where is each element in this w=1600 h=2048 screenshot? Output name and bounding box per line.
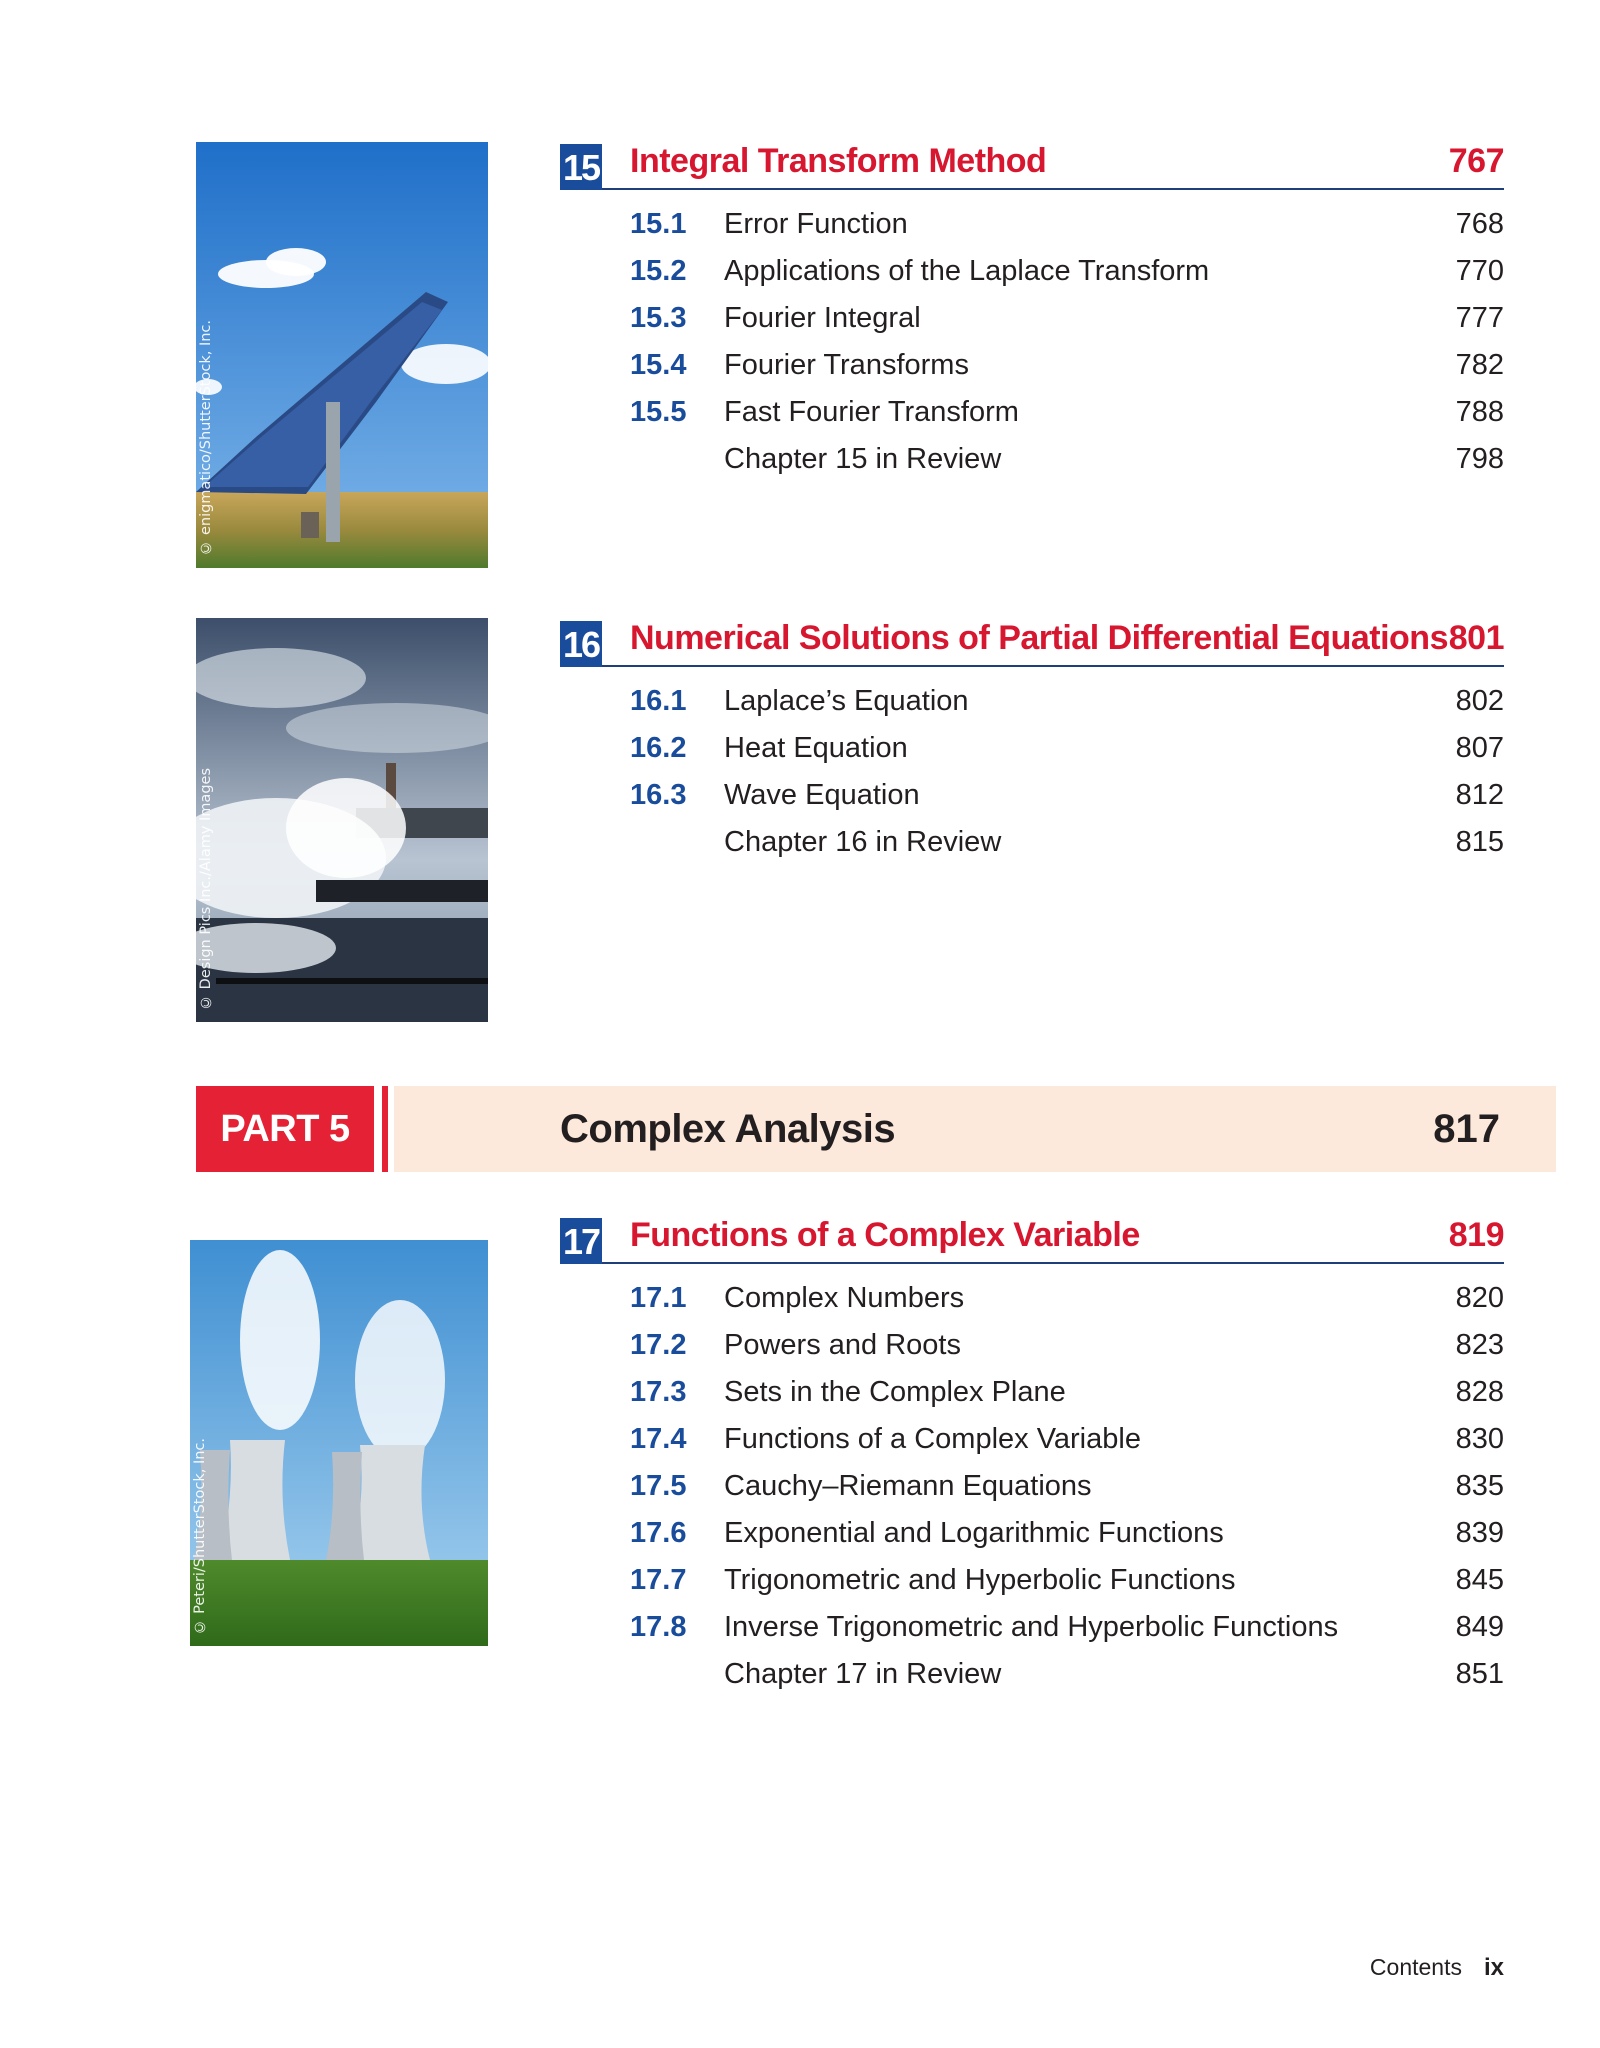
section-number: 16.3 (630, 779, 687, 811)
toc-row[interactable] (560, 251, 1504, 298)
section-title[interactable]: Powers and Roots (724, 1329, 961, 1361)
section-title[interactable]: Fourier Integral (724, 302, 921, 334)
section-number: 17.3 (630, 1376, 687, 1408)
solar-panel-photo (196, 142, 488, 568)
section-title[interactable]: Functions of a Complex Variable (724, 1423, 1141, 1455)
section-page: 768 (1455, 208, 1504, 240)
section-page: 798 (1455, 443, 1504, 475)
toc-row[interactable] (560, 1560, 1504, 1607)
section-number: 17.5 (630, 1470, 687, 1502)
toc-row[interactable] (560, 1372, 1504, 1419)
toc-row[interactable] (560, 822, 1504, 869)
chapter-15 (560, 140, 1504, 486)
photo-credit: © Design Pics Inc./Alamy Images (198, 768, 214, 1010)
cooling-towers-photo (190, 1240, 488, 1646)
section-page: 788 (1455, 396, 1504, 428)
section-number: 15.4 (630, 349, 687, 381)
toc-row[interactable] (560, 439, 1504, 486)
section-page: 815 (1455, 826, 1504, 858)
section-page: 835 (1455, 1470, 1504, 1502)
section-number: 16.2 (630, 732, 687, 764)
toc-row[interactable] (560, 1466, 1504, 1513)
section-title[interactable]: Fourier Transforms (724, 349, 969, 381)
section-number: 17.7 (630, 1564, 687, 1596)
section-title[interactable]: Cauchy–Riemann Equations (724, 1470, 1092, 1502)
chapter-number-badge: 17 (560, 1218, 602, 1264)
section-page: 820 (1455, 1282, 1504, 1314)
toc-row[interactable] (560, 775, 1504, 822)
toc-row[interactable] (560, 681, 1504, 728)
section-page: 770 (1455, 255, 1504, 287)
part-stripe (382, 1086, 388, 1172)
part-page: 817 (1433, 1107, 1500, 1151)
section-title[interactable]: Chapter 15 in Review (724, 443, 1002, 475)
section-number: 16.1 (630, 685, 687, 717)
chapter-title[interactable]: Numerical Solutions of Partial Differential Equations (630, 619, 1448, 657)
section-title[interactable]: Exponential and Logarithmic Functions (724, 1517, 1224, 1549)
chapter-header (560, 140, 1504, 190)
section-number: 17.8 (630, 1611, 687, 1643)
section-title[interactable]: Sets in the Complex Plane (724, 1376, 1066, 1408)
chapter-header (560, 1214, 1504, 1264)
section-page: 777 (1455, 302, 1504, 334)
section-title[interactable]: Laplace’s Equation (724, 685, 969, 717)
section-page: 828 (1455, 1376, 1504, 1408)
toc-row[interactable] (560, 1513, 1504, 1560)
section-page: 839 (1455, 1517, 1504, 1549)
part-label: PART 5 (196, 1086, 374, 1172)
section-title[interactable]: Applications of the Laplace Transform (724, 255, 1210, 287)
chapter-page: 819 (1448, 1216, 1504, 1254)
footer-page-number: ix (1483, 1954, 1504, 1981)
section-number: 15.3 (630, 302, 687, 334)
section-page: 802 (1455, 685, 1504, 717)
section-page: 807 (1455, 732, 1504, 764)
toc-row[interactable] (560, 728, 1504, 775)
chapter-16 (560, 617, 1504, 869)
section-title[interactable]: Complex Numbers (724, 1282, 965, 1314)
section-page: 845 (1455, 1564, 1504, 1596)
toc-row[interactable] (560, 392, 1504, 439)
toc-row[interactable] (560, 1607, 1504, 1654)
section-title[interactable]: Wave Equation (724, 779, 920, 811)
toc-row[interactable] (560, 1419, 1504, 1466)
section-number: 17.4 (630, 1423, 687, 1455)
toc-row[interactable] (560, 1325, 1504, 1372)
section-title[interactable]: Chapter 16 in Review (724, 826, 1002, 858)
ocean-waves-photo (196, 618, 488, 1022)
section-page: 849 (1455, 1611, 1504, 1643)
section-page: 782 (1455, 349, 1504, 381)
part-title[interactable]: Complex Analysis (560, 1107, 896, 1151)
section-title[interactable]: Trigonometric and Hyperbolic Functions (724, 1564, 1236, 1596)
toc-row[interactable] (560, 204, 1504, 251)
section-title[interactable]: Chapter 17 in Review (724, 1658, 1002, 1690)
chapter-page: 801 (1448, 619, 1504, 657)
section-number: 15.5 (630, 396, 687, 428)
photo-credit: © enigmatico/ShutterStock, Inc. (198, 320, 214, 556)
photo-credit: © Peteri/ShutterStock, Inc. (192, 1437, 208, 1634)
section-page: 830 (1455, 1423, 1504, 1455)
chapter-number-badge: 15 (560, 144, 602, 190)
part-banner (196, 1086, 1556, 1172)
section-number: 17.1 (630, 1282, 687, 1314)
section-number: 15.2 (630, 255, 687, 287)
section-title[interactable]: Inverse Trigonometric and Hyperbolic Functions (724, 1611, 1339, 1643)
section-page: 851 (1455, 1658, 1504, 1690)
section-number: 15.1 (630, 208, 687, 240)
chapter-17 (560, 1214, 1504, 1701)
toc-row[interactable] (560, 345, 1504, 392)
section-page: 823 (1455, 1329, 1504, 1361)
toc-row[interactable] (560, 298, 1504, 345)
section-number: 17.2 (630, 1329, 687, 1361)
chapter-title[interactable]: Functions of a Complex Variable (630, 1216, 1140, 1254)
section-number: 17.6 (630, 1517, 687, 1549)
section-title[interactable]: Fast Fourier Transform (724, 396, 1019, 428)
page-footer (1370, 1954, 1504, 1982)
section-title[interactable]: Heat Equation (724, 732, 908, 764)
chapter-header (560, 617, 1504, 667)
toc-row[interactable] (560, 1278, 1504, 1325)
chapter-page: 767 (1448, 142, 1504, 180)
section-title[interactable]: Error Function (724, 208, 908, 240)
chapter-number-badge: 16 (560, 621, 602, 667)
chapter-title[interactable]: Integral Transform Method (630, 142, 1047, 180)
section-page: 812 (1455, 779, 1504, 811)
toc-row[interactable] (560, 1654, 1504, 1701)
footer-label: Contents (1369, 1954, 1462, 1980)
